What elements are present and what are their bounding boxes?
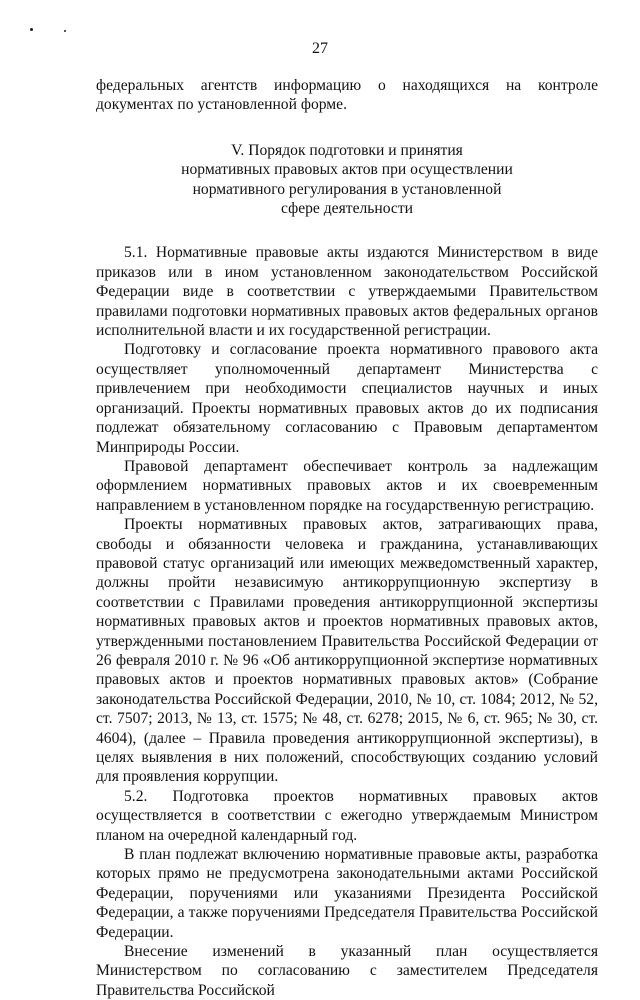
- paragraph-5-2: 5.2. Подготовка проектов нормативных правовых актов осуществляется в соответствии с ежегодно утверждаемым Министром планом на очередной календарный год.: [96, 787, 598, 844]
- section-heading-line: нормативных правовых актов при осуществлении: [181, 161, 513, 179]
- document-body: [96, 76, 598, 1000]
- page-number: 27: [312, 40, 328, 57]
- paragraph-legal-department: Правовой департамент обеспечивает контроль за надлежащим оформлением нормативных правовых актов и их своевременным направлением в установленном порядке на государственную регистрацию.: [96, 457, 598, 514]
- paragraph-plan-changes: Внесение изменений в указанный план осуществляется Министерством по согласованию с заместителем Председателя Правительства Российской: [96, 943, 598, 999]
- section-heading-line: сфере деятельности: [280, 200, 414, 218]
- intro-paragraph: федеральных агентств информацию о находящихся на контроле документах по установленной форме.: [96, 77, 598, 114]
- scan-speck: [30, 28, 33, 31]
- section-heading-line: нормативного регулирования в установленной: [192, 180, 502, 198]
- section-heading: [96, 141, 598, 219]
- paragraph-plan-inclusion: В план подлежат включению нормативные правовые акты, разработка которых прямо не предусмотрена законодательными актами Российской Федерации, поручениями или указаниями Президента Российской Федерации, а также поручениями Председателя Правительства Российской Федерации.: [96, 846, 598, 941]
- scan-speck: [64, 30, 66, 32]
- section-heading-line: V. Порядок подготовки и принятия: [231, 141, 463, 159]
- paragraph-5-1: 5.1. Нормативные правовые акты издаются Министерством в виде приказов или в ином установленном законодательством Российской Федерации виде в соответствии с утверждаемыми Правительством правилами подготовки нормативных правовых актов федеральных органов исполнительной власти и их государственной регистрации.: [96, 244, 598, 340]
- paragraph-anticorruption: Проекты нормативных правовых актов, затрагивающих права, свободы и обязанности человека и гражданина, устанавливающих правовой статус организаций или имеющих межведомственный характер, должны пройти независимую антикоррупционную экспертизу в соответствии с Правилами проведения антикоррупционной экспертизы нормативных правовых актов и проектов нормативных правовых актов, утвержденными постановлением Правительства Российской Федерации от 26 февраля 2010 г. № 96 «Об антикоррупционной экспертизе нормативных правовых актов и проектов нормативных правовых актов» (Собрание законодательства Российской Федерации, 2010, № 10, ст. 1084; 2012, № 52, ст. 7507; 2013, № 13, ст. 1575; № 48, ст. 6278; 2015, № 6, ст. 965; № 30, ст. 4604), (далее – Правила проведения антикоррупционной экспертизы), в целях выявления в них положений, способствующих созданию условий для проявления коррупции.: [96, 516, 598, 786]
- paragraph-preparation: Подготовку и согласование проекта нормативного правового акта осуществляет уполномоченный департамент Министерства с привлечением при необходимости специалистов научных и иных организаций. Проекты нормативных правовых актов до их подписания подлежат обязательному согласованию с Правовым департаментом Минприроды России.: [96, 341, 598, 456]
